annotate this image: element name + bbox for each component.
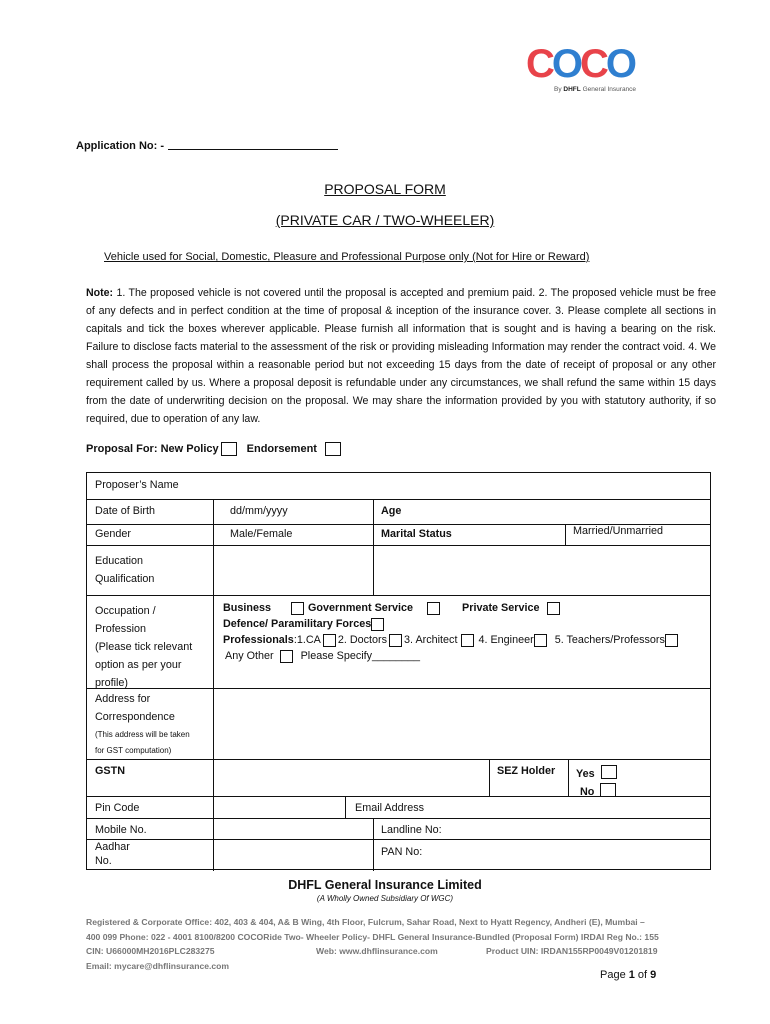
gstn-label: GSTN (95, 765, 125, 777)
any-other-checkbox[interactable] (280, 650, 293, 663)
dob-input[interactable]: dd/mm/yyyy (230, 505, 288, 517)
footer-info (86, 915, 726, 973)
pan-label: PAN No: (381, 846, 423, 858)
note-label: Note: (86, 287, 114, 299)
prof-engineer-checkbox[interactable] (534, 634, 547, 647)
endorsement-checkbox[interactable] (325, 442, 341, 456)
any-other-label: Any Other (225, 650, 274, 662)
application-number-field[interactable] (168, 149, 338, 150)
coco-logo (526, 44, 650, 96)
proposal-for (86, 442, 341, 456)
marital-status-options[interactable]: Married/Unmarried (573, 525, 663, 537)
occupation-label: Occupation / Profession (Please tick relevant option as per your profile) (95, 605, 193, 689)
footer-address-line: Registered & Corporate Office: 402, 403 & 404, A& B Wing, 4th Floor, Fulcrum, Sahar Road, Next to Hyatt Regency, Andheri (E), Mumbai – (86, 917, 645, 927)
footer-email: Email: mycare@dhflinsurance.com (86, 960, 230, 971)
proposer-name-label: Proposer’s Name (95, 479, 179, 491)
prof-architect-checkbox[interactable] (461, 634, 474, 647)
prof-teachers-label: 5. Teachers/Professors (554, 634, 665, 646)
government-service-checkbox[interactable] (427, 602, 440, 615)
email-address-label: Email Address (355, 802, 425, 814)
logo-tagline: By DHFL General Insurance (554, 86, 637, 93)
sez-holder-label: SEZ Holder (497, 765, 556, 777)
business-label: Business (223, 602, 272, 614)
sez-no-checkbox[interactable] (600, 783, 616, 797)
marital-status-label: Marital Status (381, 528, 452, 540)
note-paragraph (86, 284, 716, 428)
address-label: Address for Correspondence (This address will be taken for GST computation) (95, 693, 190, 755)
new-policy-label: New Policy (160, 443, 219, 455)
pin-code-label: Pin Code (95, 802, 140, 814)
page-title: PROPOSAL FORM (324, 181, 446, 197)
age-label: Age (381, 505, 402, 517)
footer-company-name: DHFL General Insurance Limited (288, 878, 482, 892)
gender-label: Gender (95, 528, 132, 540)
prof-doctors-label: 2. Doctors (337, 634, 388, 646)
footer-web: Web: www.dhflinsurance.com (316, 946, 438, 956)
private-service-checkbox[interactable] (547, 602, 560, 615)
footer-address-line: 400 099 Phone: 022 - 4001 8100/8200 COCORide Two- Wheeler Policy- DHFL General Insurance-Bundled (Proposal Form) IRDAI Reg No.: 155 (86, 931, 659, 942)
prof-doctors-checkbox[interactable] (389, 634, 402, 647)
logo-wordmark (526, 44, 650, 84)
professionals-label: Professionals (223, 634, 294, 646)
defence-checkbox[interactable] (371, 618, 384, 631)
logo-letter: C (580, 42, 606, 86)
gender-options[interactable]: Male/Female (230, 528, 293, 540)
education-label: Education Qualification (95, 555, 155, 585)
government-service-label: Government Service (308, 602, 414, 614)
defence-label: Defence/ Paramilitary Forces (223, 618, 372, 630)
dob-label: Date of Birth (95, 505, 156, 517)
page-number: Page 1 of 9 (600, 969, 657, 981)
new-policy-checkbox[interactable] (221, 442, 237, 456)
vehicle-use-statement: Vehicle used for Social, Domestic, Pleasure and Professional Purpose only (Not for Hire or Reward) (104, 251, 590, 263)
footer-cin: CIN: U66000MH2016PLC283275 (86, 946, 215, 956)
proposal-form-table (86, 472, 711, 870)
private-service-label: Private Service (462, 602, 540, 614)
mobile-label: Mobile No. (95, 824, 147, 836)
endorsement-label: Endorsement (246, 443, 317, 455)
business-checkbox[interactable] (291, 602, 304, 615)
application-number-label: Application No: - (76, 140, 164, 152)
prof-ca-checkbox[interactable] (323, 634, 336, 647)
proposal-for-label: Proposal For: (86, 443, 158, 455)
please-specify-field[interactable]: Please Specify________ (300, 650, 421, 662)
footer-subsidiary: (A Wholly Owned Subsidiary Of WGC) (316, 894, 454, 903)
sez-no-label: No (580, 786, 595, 798)
landline-label: Landline No: (381, 824, 442, 836)
prof-architect-label: 3. Architect (404, 634, 458, 646)
footer-uin: Product UIN: IRDAN155RP0049V01201819 (486, 946, 658, 956)
note-text: 1. The proposed vehicle is not covered until the proposal is accepted and premium paid. 2. The proposed vehicle must be free of any defects and in perfect condition at the time of proposal & inception of the insurance cover. 3. Please complete all sections in capitals and tick the boxes wherever applicable. Please furnish all information that is sought and is having a bearing on the risk. Failure to disclose facts material to the assessment of the risk or providing misleading Information may render the contract void. 4. We shall process the proposal within a reasonable period but not exceeding 15 days from the date of receipt of proposal or any other requirement called by us. Where a proposal deposit is refundable under any circumstances, we shall refund the same within 15 days from the date of underwriting decision on the proposal. We may share the information provided by you with statutory authority, if so required, due to operation of any law. (86, 287, 716, 425)
occupation-options: Business Government Service Private Service Defence/ Paramilitary Forces Professionals : 1.CA 2. Doctors 3. Architect 4. Engineer 5. Teachers/Professors Any Other Please Specify________ (219, 598, 682, 666)
sez-yes-label: Yes (576, 768, 595, 780)
prof-engineer-label: 4. Engineer (478, 634, 534, 646)
logo-letter: O (551, 42, 581, 86)
prof-ca-label: 1.CA (296, 634, 321, 646)
logo-letter: O (605, 42, 635, 86)
application-number (76, 140, 338, 152)
sez-yes-checkbox[interactable] (601, 765, 617, 779)
sez-options (568, 762, 625, 804)
prof-teachers-checkbox[interactable] (665, 634, 678, 647)
aadhar-label: Aadhar No. (95, 841, 130, 867)
logo-letter: C (526, 42, 552, 86)
page-subtitle: (PRIVATE CAR / TWO-WHEELER) (275, 212, 495, 228)
